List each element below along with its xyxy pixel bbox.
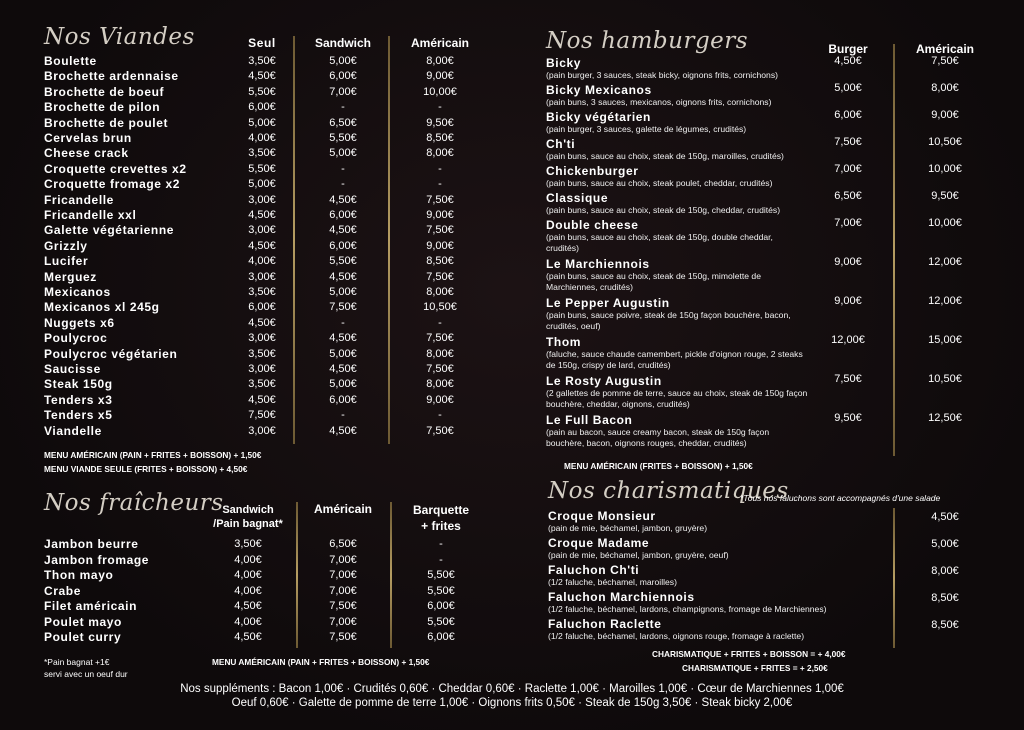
burger-price-burger: 5,00€: [834, 82, 862, 94]
viande-price-seul: 3,50€: [248, 147, 276, 160]
charismatiques-title: Nos charismatiques: [548, 478, 789, 504]
fraicheur-price-barquette: -: [439, 538, 443, 550]
viande-name: Cervelas brun: [44, 131, 132, 145]
burger-price-americain: 15,00€: [928, 334, 962, 346]
fraicheurs-header-sandwich-line2: /Pain bagnat*: [213, 518, 283, 530]
charismatique-row: [0, 509, 1024, 535]
charismatiques-menu-2: CHARISMATIQUE + FRITES = + 2,50€: [682, 663, 828, 673]
burger-description: (pain burger, 3 sauces, steak bicky, oignons frits, cornichons): [546, 70, 778, 80]
viande-price-americain: 9,00€: [426, 209, 454, 221]
viande-price-sandwich: -: [341, 409, 345, 422]
viande-price-sandwich: 6,00€: [329, 239, 357, 252]
fraicheurs-header-barquette-line2: + frites: [421, 519, 461, 533]
viande-name: Saucisse: [44, 362, 101, 376]
viande-name: Poulycroc: [44, 331, 108, 346]
burger-name: Le Full Bacon: [546, 413, 633, 427]
fraicheurs-title: Nos fraîcheurs: [44, 490, 224, 516]
viande-name: Steak 150g: [44, 377, 113, 392]
fraicheur-name: Poulet mayo: [44, 614, 122, 629]
charismatique-name: Croque Madame: [548, 536, 650, 550]
burger-name: Ch'ti: [546, 137, 576, 151]
burger-price-burger: 7,50€: [834, 136, 862, 148]
viandes-title: Nos Viandes: [44, 24, 195, 50]
hamburgers-list: [0, 56, 1024, 456]
viande-name: Boulette: [44, 54, 97, 68]
viande-price-seul: 3,00€: [248, 332, 276, 345]
viande-price-americain: 8,00€: [426, 286, 454, 298]
fraicheur-price-americain: 7,50€: [329, 631, 357, 643]
fraicheur-price-sandwich: 4,00€: [234, 569, 262, 581]
viande-price-seul: 4,50€: [248, 209, 276, 221]
viande-price-sandwich: 4,50€: [329, 332, 357, 345]
charismatique-description: (pain de mie, béchamel, jambon, gruyère): [548, 523, 708, 533]
viande-name: Mexicanos xl 245g: [44, 300, 160, 315]
fraicheur-price-barquette: 6,00€: [427, 631, 455, 643]
viande-name: Nuggets x6: [44, 315, 115, 330]
viande-price-seul: 3,00€: [248, 193, 276, 206]
viande-price-americain: -: [438, 409, 442, 422]
viande-price-seul: 5,00€: [248, 178, 276, 191]
charismatique-description: (pain de mie, béchamel, jambon, gruyère, oeuf): [548, 550, 729, 560]
burger-description: (pain buns, sauce au choix, steak poulet, cheddar, crudités): [546, 178, 773, 188]
viande-price-sandwich: -: [341, 316, 345, 329]
viande-price-americain: 8,00€: [426, 147, 454, 160]
fraicheurs-note-1: *Pain bagnat +1€: [44, 657, 110, 667]
viande-price-seul: 4,50€: [248, 70, 276, 83]
viande-price-americain: 7,50€: [426, 224, 454, 237]
viande-price-sandwich: 5,00€: [329, 286, 357, 298]
burger-price-burger: 6,00€: [834, 109, 862, 121]
charismatique-description: (1/2 faluche, béchamel, lardons, champignons, fromage de Marchiennes): [548, 604, 827, 614]
fraicheur-name: Poulet curry: [44, 630, 122, 644]
burger-price-americain: 8,00€: [931, 82, 959, 94]
fraicheur-name: Jambon fromage: [44, 552, 150, 567]
hamburgers-menu-americain: MENU AMÉRICAIN (FRITES + BOISSON) + 1,50€: [564, 461, 753, 471]
viande-price-sandwich: 6,50€: [329, 116, 357, 129]
viande-price-seul: 3,00€: [248, 363, 276, 375]
viande-price-sandwich: 5,50€: [329, 255, 357, 268]
charismatique-row: [0, 536, 1024, 562]
charismatique-row: [0, 563, 1024, 589]
charismatique-name: Faluchon Raclette: [548, 617, 662, 631]
charismatique-price: 8,00€: [931, 565, 959, 577]
burger-price-burger: 12,00€: [831, 334, 865, 346]
burger-description: (pain burger, 3 sauces, galette de légumes, crudités): [546, 124, 747, 134]
burger-name: Le Rosty Augustin: [546, 374, 662, 388]
burger-description: (pain buns, sauce au choix, steak de 150g, mimolette de Marchiennes, crudités): [546, 271, 761, 292]
viande-price-americain: 7,50€: [426, 270, 454, 283]
fraicheurs-note-2: servi avec un oeuf dur: [44, 669, 128, 679]
burger-name: Bicky: [546, 56, 582, 70]
burger-price-burger: 9,50€: [834, 412, 862, 424]
viande-name: Fricandelle: [44, 192, 114, 207]
fraicheur-name: Thon mayo: [44, 568, 114, 582]
viande-name: Merguez: [44, 269, 97, 284]
fraicheur-price-barquette: 5,50€: [427, 615, 455, 628]
viande-price-sandwich: -: [341, 162, 345, 175]
viande-price-seul: 4,50€: [248, 239, 276, 252]
fraicheur-price-americain: 6,50€: [329, 538, 357, 550]
viande-name: Brochette de poulet: [44, 115, 169, 130]
viande-price-sandwich: 6,00€: [329, 70, 357, 83]
fraicheur-price-sandwich: 4,00€: [234, 584, 262, 597]
viande-price-americain: -: [438, 316, 442, 329]
viande-name: Croquette fromage x2: [44, 177, 181, 192]
viande-price-sandwich: 4,50€: [329, 193, 357, 206]
viande-price-americain: 9,00€: [426, 239, 454, 252]
burger-price-burger: 7,00€: [834, 163, 862, 175]
charismatique-name: Faluchon Ch'ti: [548, 563, 640, 577]
fraicheurs-header-americain: Américain: [313, 502, 373, 516]
burger-description: (faluche, sauce chaude camembert, pickle d'oignon rouge, 2 steaks de 150g, crispy de lard, crudités): [546, 349, 803, 370]
charismatique-price: 8,50€: [931, 619, 959, 631]
fraicheurs-menu-americain: MENU AMÉRICAIN (PAIN + FRITES + BOISSON) + 1,50€: [212, 657, 430, 667]
charismatique-price: 5,00€: [931, 538, 959, 550]
charismatiques-note: *Tous nos faluchons sont accompagnés d'une salade: [740, 493, 941, 503]
burger-price-burger: 6,50€: [834, 190, 862, 202]
viande-price-seul: 5,50€: [248, 162, 276, 175]
viande-price-sandwich: 6,00€: [329, 393, 357, 406]
viande-price-sandwich: 5,00€: [329, 147, 357, 160]
fraicheur-name: Filet américain: [44, 599, 138, 613]
viande-price-sandwich: 5,50€: [329, 132, 357, 144]
viande-price-sandwich: 4,50€: [329, 224, 357, 237]
viande-price-sandwich: 6,00€: [329, 209, 357, 221]
viande-price-seul: 3,50€: [248, 347, 276, 360]
viande-price-seul: 7,50€: [248, 409, 276, 422]
viande-price-americain: 8,00€: [426, 55, 454, 67]
viande-price-seul: 3,50€: [248, 286, 276, 298]
viande-price-seul: 5,00€: [248, 116, 276, 129]
burger-description: (pain au bacon, sauce creamy bacon, steak de 150g façon bouchère, bacon, oignons rouges, cheddar, crudités): [546, 427, 770, 448]
viande-price-seul: 6,00€: [248, 301, 276, 314]
viande-price-sandwich: 5,00€: [329, 347, 357, 360]
burger-price-americain: 7,50€: [931, 55, 959, 67]
viande-price-americain: 8,00€: [426, 378, 454, 391]
viande-price-seul: 3,50€: [248, 55, 276, 67]
charismatique-row: [0, 614, 1024, 643]
viandes-menu-americain: MENU AMÉRICAIN (PAIN + FRITES + BOISSON) + 1,50€: [44, 450, 262, 460]
viande-name: Galette végétarienne: [44, 223, 175, 238]
burger-name: Le Marchiennois: [546, 257, 650, 271]
charismatique-row: [0, 590, 1024, 616]
viande-price-sandwich: -: [341, 178, 345, 191]
fraicheur-price-americain: 7,00€: [329, 584, 357, 597]
burger-description: (pain buns, 3 sauces, mexicanos, oignons frits, cornichons): [546, 97, 772, 107]
viandes-menu-viande-seule: MENU VIANDE SEULE (FRITES + BOISSON) + 4,50€: [44, 464, 248, 474]
viande-name: Croquette crevettes x2: [44, 161, 187, 176]
viande-price-seul: 4,00€: [248, 255, 276, 268]
burger-description: (pain buns, sauce au choix, steak de 150g, maroilles, crudités): [546, 151, 784, 161]
viandes-header-seul: Seul: [248, 36, 276, 50]
fraicheur-price-barquette: -: [439, 553, 443, 566]
viande-name: Grizzly: [44, 238, 88, 253]
burger-description: (pain buns, sauce au choix, steak de 150g, double cheddar, crudités): [546, 232, 773, 253]
viande-price-sandwich: 7,50€: [329, 301, 357, 314]
burger-name: Double cheese: [546, 218, 639, 232]
fraicheur-price-americain: 7,00€: [329, 553, 357, 566]
viande-price-americain: 8,50€: [426, 132, 454, 144]
hamburgers-header-americain: Américain: [915, 42, 975, 56]
viande-price-sandwich: 4,50€: [329, 424, 357, 437]
viande-price-sandwich: 7,00€: [329, 85, 357, 98]
burger-price-americain: 10,50€: [928, 373, 962, 385]
viande-name: Lucifer: [44, 254, 89, 269]
viande-price-sandwich: -: [341, 101, 345, 114]
viandes-header-americain: Américain: [410, 36, 470, 50]
charismatique-price: 8,50€: [931, 592, 959, 604]
fraicheur-price-sandwich: 3,50€: [234, 538, 262, 550]
viande-price-seul: 4,50€: [248, 316, 276, 329]
charismatique-name: Croque Monsieur: [548, 509, 656, 523]
viande-name: Tenders x3: [44, 392, 113, 407]
burger-name: Le Pepper Augustin: [546, 296, 670, 310]
burger-price-americain: 9,00€: [931, 109, 959, 121]
viandes-header-sandwich: Sandwich: [314, 36, 371, 50]
viande-price-americain: -: [438, 101, 442, 114]
burger-price-burger: 4,50€: [834, 55, 862, 67]
viande-price-americain: -: [438, 162, 442, 175]
burger-price-americain: 12,50€: [928, 412, 962, 424]
viande-price-sandwich: 5,00€: [329, 378, 357, 391]
charismatique-name: Faluchon Marchiennois: [548, 590, 695, 604]
burger-price-americain: 12,00€: [928, 256, 962, 268]
burger-name: Bicky Mexicanos: [546, 83, 652, 97]
viande-price-seul: 4,50€: [248, 393, 276, 406]
fraicheur-name: Crabe: [44, 583, 82, 598]
charismatique-description: (1/2 faluche, béchamel, lardons, oignons rouge, fromage à raclette): [548, 631, 805, 641]
viande-name: Tenders x5: [44, 408, 113, 423]
burger-price-americain: 9,50€: [931, 190, 959, 202]
viande-price-americain: 7,50€: [426, 332, 454, 345]
fraicheur-price-barquette: 5,50€: [427, 569, 455, 581]
viande-price-americain: 7,50€: [426, 363, 454, 375]
fraicheur-price-sandwich: 4,50€: [234, 631, 262, 643]
viande-name: Brochette de pilon: [44, 100, 161, 115]
fraicheur-price-barquette: 5,50€: [427, 584, 455, 597]
burger-price-burger: 9,00€: [834, 295, 862, 307]
burger-price-burger: 7,00€: [834, 217, 862, 229]
hamburgers-header-burger: Burger: [828, 42, 868, 56]
viande-price-americain: 10,00€: [423, 85, 457, 98]
viande-price-americain: 7,50€: [426, 424, 454, 437]
viande-price-americain: 9,50€: [426, 116, 454, 129]
burger-price-burger: 7,50€: [834, 373, 862, 385]
supplements-line-1: Nos suppléments : Bacon 1,00€ · Crudités 0,60€ · Cheddar 0,60€ · Raclette 1,00€ · Maroilles 1,00€ · Cœur de Marchiennes 1,00€: [180, 683, 844, 695]
viande-price-seul: 4,00€: [248, 132, 276, 144]
charismatiques-list: [0, 509, 1024, 649]
burger-description: (2 gallettes de pomme de terre, sauce au choix, steak de 150g façon bouchère, cheddar, oignons, crudités): [546, 388, 808, 409]
viande-name: Cheese crack: [44, 146, 129, 161]
viande-price-sandwich: 4,50€: [329, 270, 357, 283]
viande-price-americain: 9,00€: [426, 393, 454, 406]
fraicheur-price-americain: 7,50€: [329, 600, 357, 612]
burger-description: (pain buns, sauce au choix, steak de 150g, cheddar, crudités): [546, 205, 781, 215]
fraicheurs-header-barquette-line1: Barquette: [412, 503, 469, 517]
viande-price-seul: 3,00€: [248, 424, 276, 437]
viande-price-sandwich: 4,50€: [329, 363, 357, 375]
viande-price-seul: 6,00€: [248, 101, 276, 114]
viande-price-seul: 3,00€: [248, 224, 276, 237]
viande-price-seul: 3,50€: [248, 378, 276, 391]
viande-price-americain: -: [438, 178, 442, 191]
fraicheur-price-sandwich: 4,00€: [234, 615, 262, 628]
charismatique-description: (1/2 faluche, béchamel, maroilles): [548, 577, 677, 587]
viande-price-americain: 10,50€: [423, 301, 457, 314]
fraicheur-price-barquette: 6,00€: [427, 600, 455, 612]
charismatique-price: 4,50€: [931, 511, 959, 523]
fraicheur-name: Jambon beurre: [44, 537, 139, 551]
viande-name: Mexicanos: [44, 285, 111, 299]
burger-name: Classique: [546, 191, 609, 205]
fraicheur-price-americain: 7,00€: [329, 569, 357, 581]
viande-price-seul: 5,50€: [248, 85, 276, 98]
viande-price-americain: 7,50€: [426, 193, 454, 206]
burger-name: Chickenburger: [546, 164, 639, 178]
burger-price-americain: 10,00€: [928, 163, 962, 175]
viande-price-americain: 9,00€: [426, 70, 454, 83]
charismatiques-menu-1: CHARISMATIQUE + FRITES + BOISSON = + 4,00€: [652, 649, 846, 659]
viande-name: Brochette ardennaise: [44, 69, 179, 84]
burger-price-burger: 9,00€: [834, 256, 862, 268]
fraicheur-price-sandwich: 4,50€: [234, 600, 262, 612]
burger-name: Thom: [546, 335, 582, 349]
viande-name: Brochette de boeuf: [44, 84, 165, 99]
burger-price-americain: 10,50€: [928, 136, 962, 148]
viande-price-americain: 8,00€: [426, 347, 454, 360]
burger-name: Bicky végétarien: [546, 110, 651, 124]
burger-description: (pain buns, sauce poivre, steak de 150g façon bouchère, bacon, crudités, oeuf): [546, 310, 791, 331]
viande-price-americain: 8,50€: [426, 255, 454, 268]
burger-price-americain: 12,00€: [928, 295, 962, 307]
fraicheurs-header-sandwich-line1: Sandwich: [222, 504, 274, 516]
viande-name: Fricandelle xxl: [44, 208, 137, 222]
viande-name: Viandelle: [44, 423, 102, 438]
fraicheur-price-sandwich: 4,00€: [234, 553, 262, 566]
viande-name: Poulycroc végétarien: [44, 346, 178, 361]
burger-price-americain: 10,00€: [928, 217, 962, 229]
fraicheur-price-americain: 7,00€: [329, 615, 357, 628]
hamburgers-title: Nos hamburgers: [546, 28, 749, 54]
viande-price-seul: 3,00€: [248, 270, 276, 283]
viande-price-sandwich: 5,00€: [329, 55, 357, 67]
supplements-line-2: Oeuf 0,60€ · Galette de pomme de terre 1,00€ · Oignons frits 0,50€ · Steak de 150g 3,50€ · Steak bicky 2,00€: [231, 697, 793, 709]
